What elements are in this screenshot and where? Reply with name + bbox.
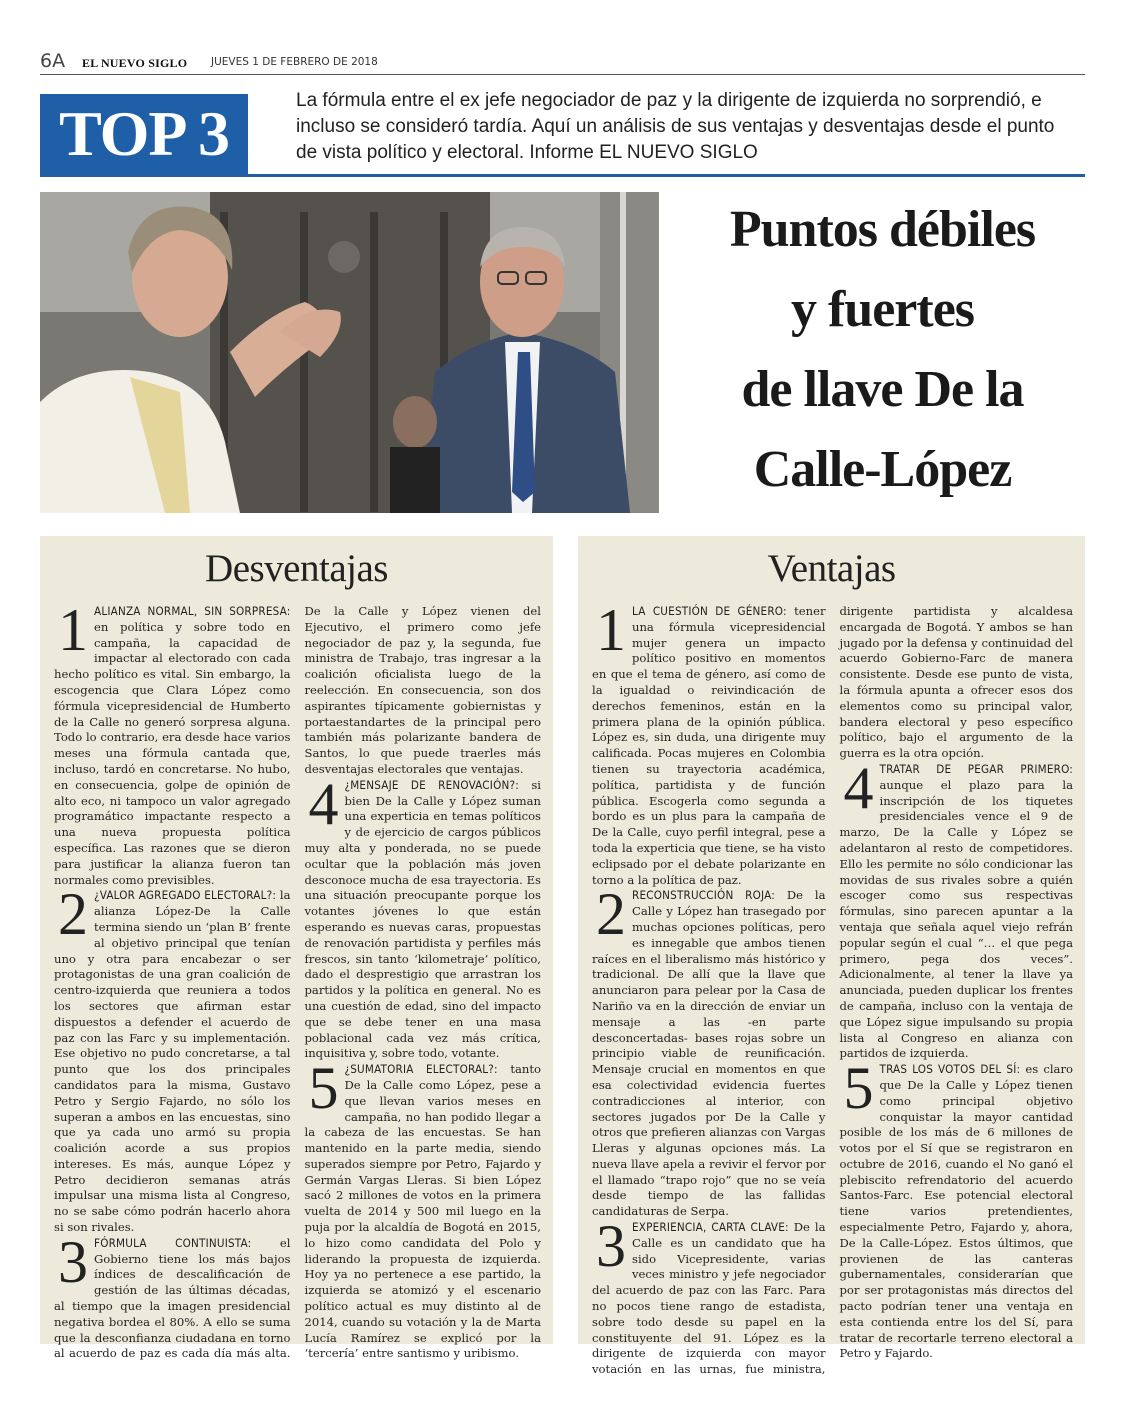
article-item — [592, 597, 826, 888]
item-body: De la Calle y López han trasegado por muchas opciones políticas, pero es innegable que ambos tienen raíces en el liberalismo más histórico y tradicional. De allí que la llave que anunciaron para pelear por la Casa de Nariño va en la dirección de enviar un mensaje a las -en parte desconcertadas- bases rojas sobre un principio viable de reunificación. Mensaje crucial en momentos en que esa colectividad evidencia fuertes contradicciones al interior, con sectores jugados por De la Calle y otros que prefieren alianzas con Vargas Lleras y algunas opciones más. La nueva llave apela a revivir el fervor por el llamado “trapo rojo” que no se veía desde tiempo de las fallidas candidaturas de Serpa. — [592, 888, 826, 1219]
headline-line: Calle-López — [753, 441, 1012, 498]
article-item — [839, 754, 1074, 1062]
article-item — [839, 1055, 1074, 1362]
item-body: en política y sobre todo en campaña, la capacidad de impactar al electorado con cada hecho político es vital. Sin embargo, la escogencia que Clara López como fórmula vicepresidencial de Humberto de la Calle no generó sorpresa alguna. Todo lo contrario, era desde hace varios meses una fórmula cantada que, incluso, tardó en concretarse. No hubo, en consecuencia, golpe de opinión de alto eco, ni tampoco un valor agregado programático impactante respecto a una nueva propuesta política específica. Las razones que se dieron para justificar la alianza fueron tan normales como previsibles. — [54, 619, 291, 887]
article-item — [54, 881, 291, 1236]
headline-line: y fuertes — [790, 281, 975, 338]
item-body: De la Calle es un candidato que ha sido Vicepresidente, varias veces ministro y jefe negociador del acuerdo de paz con las Farc. Para no pocos tiene rango de estadista, sobre todo desde su papel en la constituyente del 91. López es la dirigente de izquierda con mayor votación en las urnas, fue ministra, dirigente partidista y alcaldesa encargada de Bogotá. Y ambos se han jugado por la defensa y continuidad del acuerdo Gobierno-Farc de manera consistente. Desde ese punto de vista, la fórmula apunta a ofrecer esos dos elementos como su principal valor, bandera electoral y peso específico político, bajo el argumento de la guerra es la otra opción. — [592, 604, 1073, 1377]
item-body: si bien De la Calle y López suman una experticia en temas políticos y de ejercicio de cargos públicos muy alta y ponderada, no se puede ocultar que la población más joven desconoce mucha de esa trayectoria. Es una situación preocupante porque los votantes jóvenes lo que están esperando es nuevas caras, propuestas de renovación partidista y perfiles más frescos, sin tanto ‘kilometraje’ político, dado el desprestigio que arrastran los partidos y la política en general. No es una cuestión de edad, sino del impacto que se debe tener en una masa poblacional cada vez más crítica, inquisitiva y, sobre todo, votante. — [304, 777, 541, 1061]
item-body: aunque el plazo para la inscripción de los tiquetes presidenciales vence el 9 de marzo, De la Calle y López se adelantaron al resto de competidores. Ello les permite no sólo condicionar las movidas de sus rivales sobre a quién escoger como sus respectivas fórmulas, sino parecen apuntar a la ventaja que señala aquel viejo refrán popular según el cual “… el que pega primero, pega dos veces”. Adicionalmente, al tener la llave ya anunciada, pueden duplicar los frentes de campaña, incluso con la ventaja de que López sigue impulsando su propia lista al Congreso en alianza con partidos de izquierda. — [839, 777, 1073, 1061]
item-number: 1 — [596, 597, 626, 663]
item-title: RECONSTRUCCIÓN ROJA: — [632, 888, 775, 903]
advantages-title: Ventajas — [767, 547, 896, 590]
headline-line: Puntos débiles — [729, 201, 1036, 258]
item-number: 3 — [58, 1228, 88, 1295]
item-title: LA CUESTIÓN DE GÉNERO: — [632, 604, 787, 618]
newspaper-name: EL NUEVO SIGLO — [82, 56, 188, 70]
issue-date: JUEVES 1 DE FEBRERO DE 2018 — [211, 56, 378, 68]
item-title: TRATAR DE PEGAR PRIMERO: — [879, 761, 1073, 776]
news-photo — [40, 192, 659, 513]
item-body: el Gobierno tiene los más bajos índices de descalificación de gestión de las últimas décadas, al tiempo que la imagen presidencial negativa bordea el 80%. A ello se suma que la desconfianza ciudadana en torno al acuerdo de paz es cada día más alta. De la Calle y López vienen del Ejecutivo, el primero como jefe negociador de paz y, la segunda, fue ministra de Trabajo, tras ingresar a la coalición oficialista luego de la reelección. En consecuencia, son dos aspirantes típicamente gobiernistas y portaestandartes de la principal pero también más polarizante bandera de Santos, lo que puede traerles más desventajas electorales que ventajas. — [54, 604, 541, 1361]
item-number: 2 — [58, 881, 88, 948]
item-number: 4 — [308, 770, 339, 837]
item-title: ¿VALOR AGREGADO ELECTORAL?: — [94, 888, 277, 903]
intro-text: La fórmula entre el ex jefe negociador de paz y la dirigente de izquierda no sorprendió, e incluso se consideró tardía. Aquí un análisis de sus ventajas y desventajas desde el punto de vista político y electoral. Informe EL NUEVO SIGLO — [296, 90, 1055, 163]
article-item — [592, 881, 826, 1220]
article-item — [304, 1055, 542, 1362]
item-title: EXPERIENCIA, CARTA CLAVE: — [632, 1220, 789, 1235]
item-body: la alianza López-De la Calle termina siendo un ‘plan B’ frente al objetivo principal que tenían uno y otra para encabezar o ser protagonistas de una gran coalición de centro-izquierda que reuniera a todos los sectores que afirman estar dispuestos a defender el acuerdo de paz con las Farc y su implementación. Ese objetivo no pudo concretarse, a tal punto que los dos principales candidatos para la misma, Gustavo Petro y Sergio Fajardo, no sólo los superan a ambos en las encuestas, sino que ya cada uno armó su propia coalición acorde a sus propios intereses. Es más, aunque López y Petro decidieron semanas atrás impulsar una misma lista al Congreso, no se sabe cómo podrán hacerlo ahora si son rivales. — [54, 888, 291, 1235]
item-number: 4 — [843, 754, 874, 821]
item-number: 5 — [843, 1055, 874, 1122]
item-number: 2 — [596, 881, 626, 948]
disadvantages-panel — [40, 536, 553, 1361]
item-number: 1 — [58, 597, 88, 663]
item-title: ALIANZA NORMAL, SIN SORPRESA: — [94, 604, 291, 618]
item-body: tanto De la Calle como López, pese a que llevan varios meses en campaña, no han podido llegar a la cabeza de las encuestas. Se han mantenido en la parte media, siendo superados siempre por Petro, Fajardo y Germán Vargas Lleras. Si bien López sacó 2 millones de votos en la primera vuelta de 2014 y 500 mil luego en la puja por la alcaldía de Bogotá en 2015, lo hizo como candidata del Polo y liderando la propuesta de izquierda. Hoy ya no pertenece a ese partido, la izquierda se atomizó y el escenario político actual es muy distinto al de 2014, cuando su votación y la de Marta Lucía Ramírez se explicó por la ‘tercería’ entre santismo y uribismo. — [304, 1062, 541, 1361]
headline-line: de llave De la — [741, 361, 1024, 418]
masthead — [40, 50, 1085, 75]
article-item — [54, 597, 291, 888]
disadvantages-title: Desventajas — [205, 547, 388, 590]
item-body: tener una fórmula vicepresidencial mujer genera un impacto político positivo en momentos en que el tema de género, así como de la igualdad o reivindicación de derechos femeninos, están en la primera plana de la opinión pública. López es, sin duda, una dirigente muy calificada. Pocas mujeres en Colombia tienen su trayectoria académica, política, partidista y de función pública. Escogerla como segunda a bordo es un plus para la campaña de De la Calle, cuyo perfil integral, pese a toda la experticia que tiene, se ha visto eclipsado por el debate polarizante en torno a la política de paz. — [592, 604, 826, 887]
item-number: 3 — [596, 1213, 626, 1280]
item-body: es claro que De la Calle y López tienen como principal objetivo conquistar la mayor cantidad posible de los más de 6 millones de votos por el Sí que se registraron en octubre de 2016, cuando el No ganó el plebiscito refrendatorio del acuerdo Santos-Farc. Ese potencial electoral tiene varios pretendientes, especialmente Petro, Fajardo y, ahora, De la Calle-López. Estos últimos, que provienen de las canteras gubernamentales, considerarían que por ser protagonistas más directos del pacto podrían tener una ventaja en esta contienda entre los del Sí, para tratar de recortarle terreno electoral a Petro y Fajardo. — [839, 1062, 1073, 1361]
item-title: FÓRMULA CONTINUISTA: — [94, 1235, 252, 1250]
page-number: 6A — [40, 50, 66, 72]
item-number: 5 — [308, 1055, 339, 1122]
headline — [690, 190, 1075, 510]
advantages-columns — [592, 597, 1073, 1377]
article-item — [304, 770, 542, 1062]
disadvantages-columns — [54, 597, 541, 1361]
item-title: TRAS LOS VOTOS DEL SÍ: — [879, 1062, 1021, 1077]
section-divider — [40, 174, 1085, 177]
item-title: ¿MENSAJE DE RENOVACIÓN?: — [344, 777, 519, 792]
item-title: ¿SUMATORIA ELECTORAL?: — [344, 1062, 498, 1077]
section-label: TOP 3 — [40, 94, 248, 174]
advantages-panel — [578, 536, 1085, 1377]
